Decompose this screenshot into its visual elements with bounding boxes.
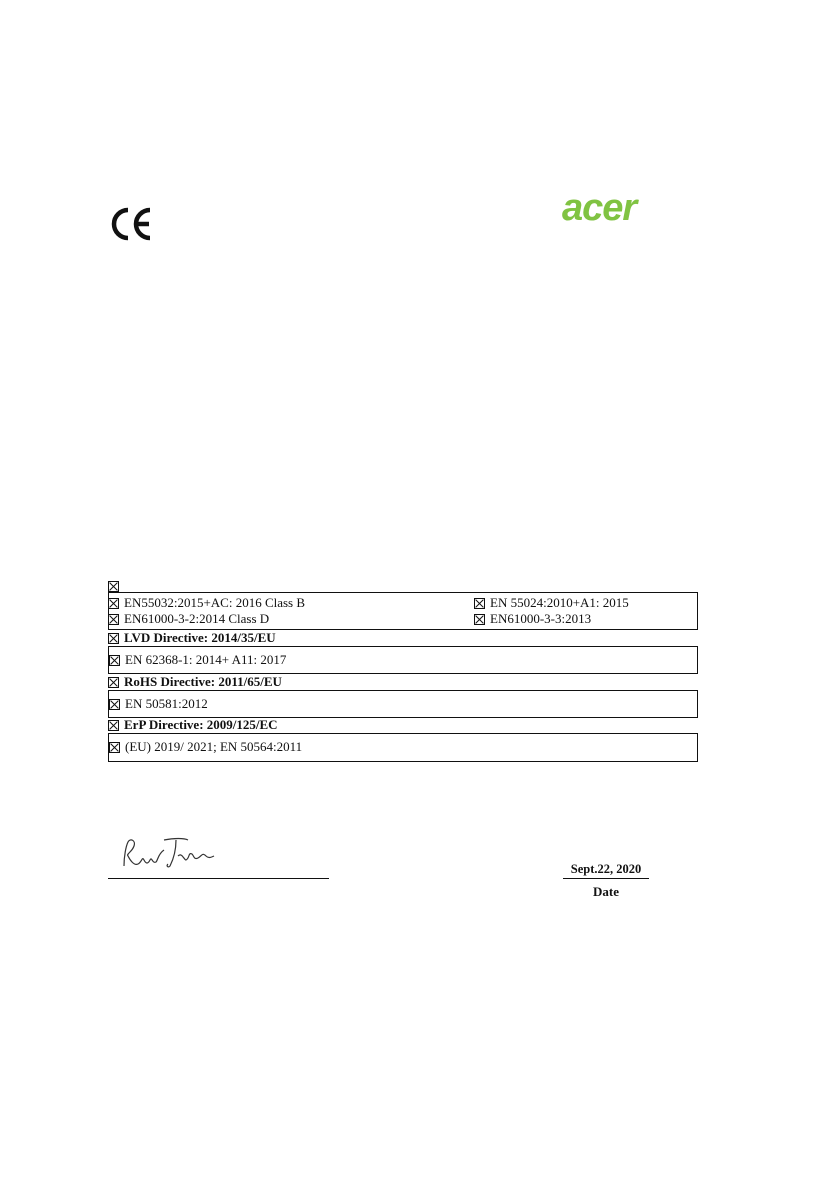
date-line [563, 878, 649, 879]
ce-mark-logo [108, 206, 156, 242]
checked-box-icon [108, 614, 119, 625]
checked-box-icon [109, 655, 120, 666]
signature-line [108, 878, 329, 879]
svg-text:acer: acer [562, 190, 637, 226]
checked-box-icon [108, 633, 119, 644]
handwritten-signature [118, 834, 218, 874]
erp-directive-heading: ErP Directive: 2009/125/EC [108, 717, 698, 733]
emc-standard-item: EN61000-3-2:2014 Class D [108, 611, 269, 627]
date-label: Date [593, 884, 619, 899]
emc-standard-item: EN 55024:2010+A1: 2015 [474, 595, 629, 611]
erp-standards-box: (EU) 2019/ 2021; EN 50564:2011 [108, 733, 698, 762]
checked-box-icon [108, 598, 119, 609]
checked-box-icon [108, 720, 119, 731]
checked-box-icon [474, 614, 485, 625]
checked-box-icon [109, 742, 120, 753]
checked-box-icon [108, 677, 119, 688]
rohs-standards-box: EN 50581:2012 [108, 690, 698, 718]
emc-standard-item: EN61000-3-3:2013 [474, 611, 591, 627]
lvd-directive-heading: LVD Directive: 2014/35/EU [108, 630, 698, 646]
rohs-directive-heading: RoHS Directive: 2011/65/EU [108, 674, 698, 690]
lvd-standards-box: EN 62368-1: 2014+ A11: 2017 [108, 646, 698, 674]
checked-box-icon [109, 699, 120, 710]
checked-box-icon [474, 598, 485, 609]
emc-standard-item: EN55032:2015+AC: 2016 Class B [108, 595, 305, 611]
checked-box-icon [108, 581, 119, 592]
date-value: Sept.22, 2020 [570, 862, 642, 876]
acer-logo [560, 190, 670, 226]
